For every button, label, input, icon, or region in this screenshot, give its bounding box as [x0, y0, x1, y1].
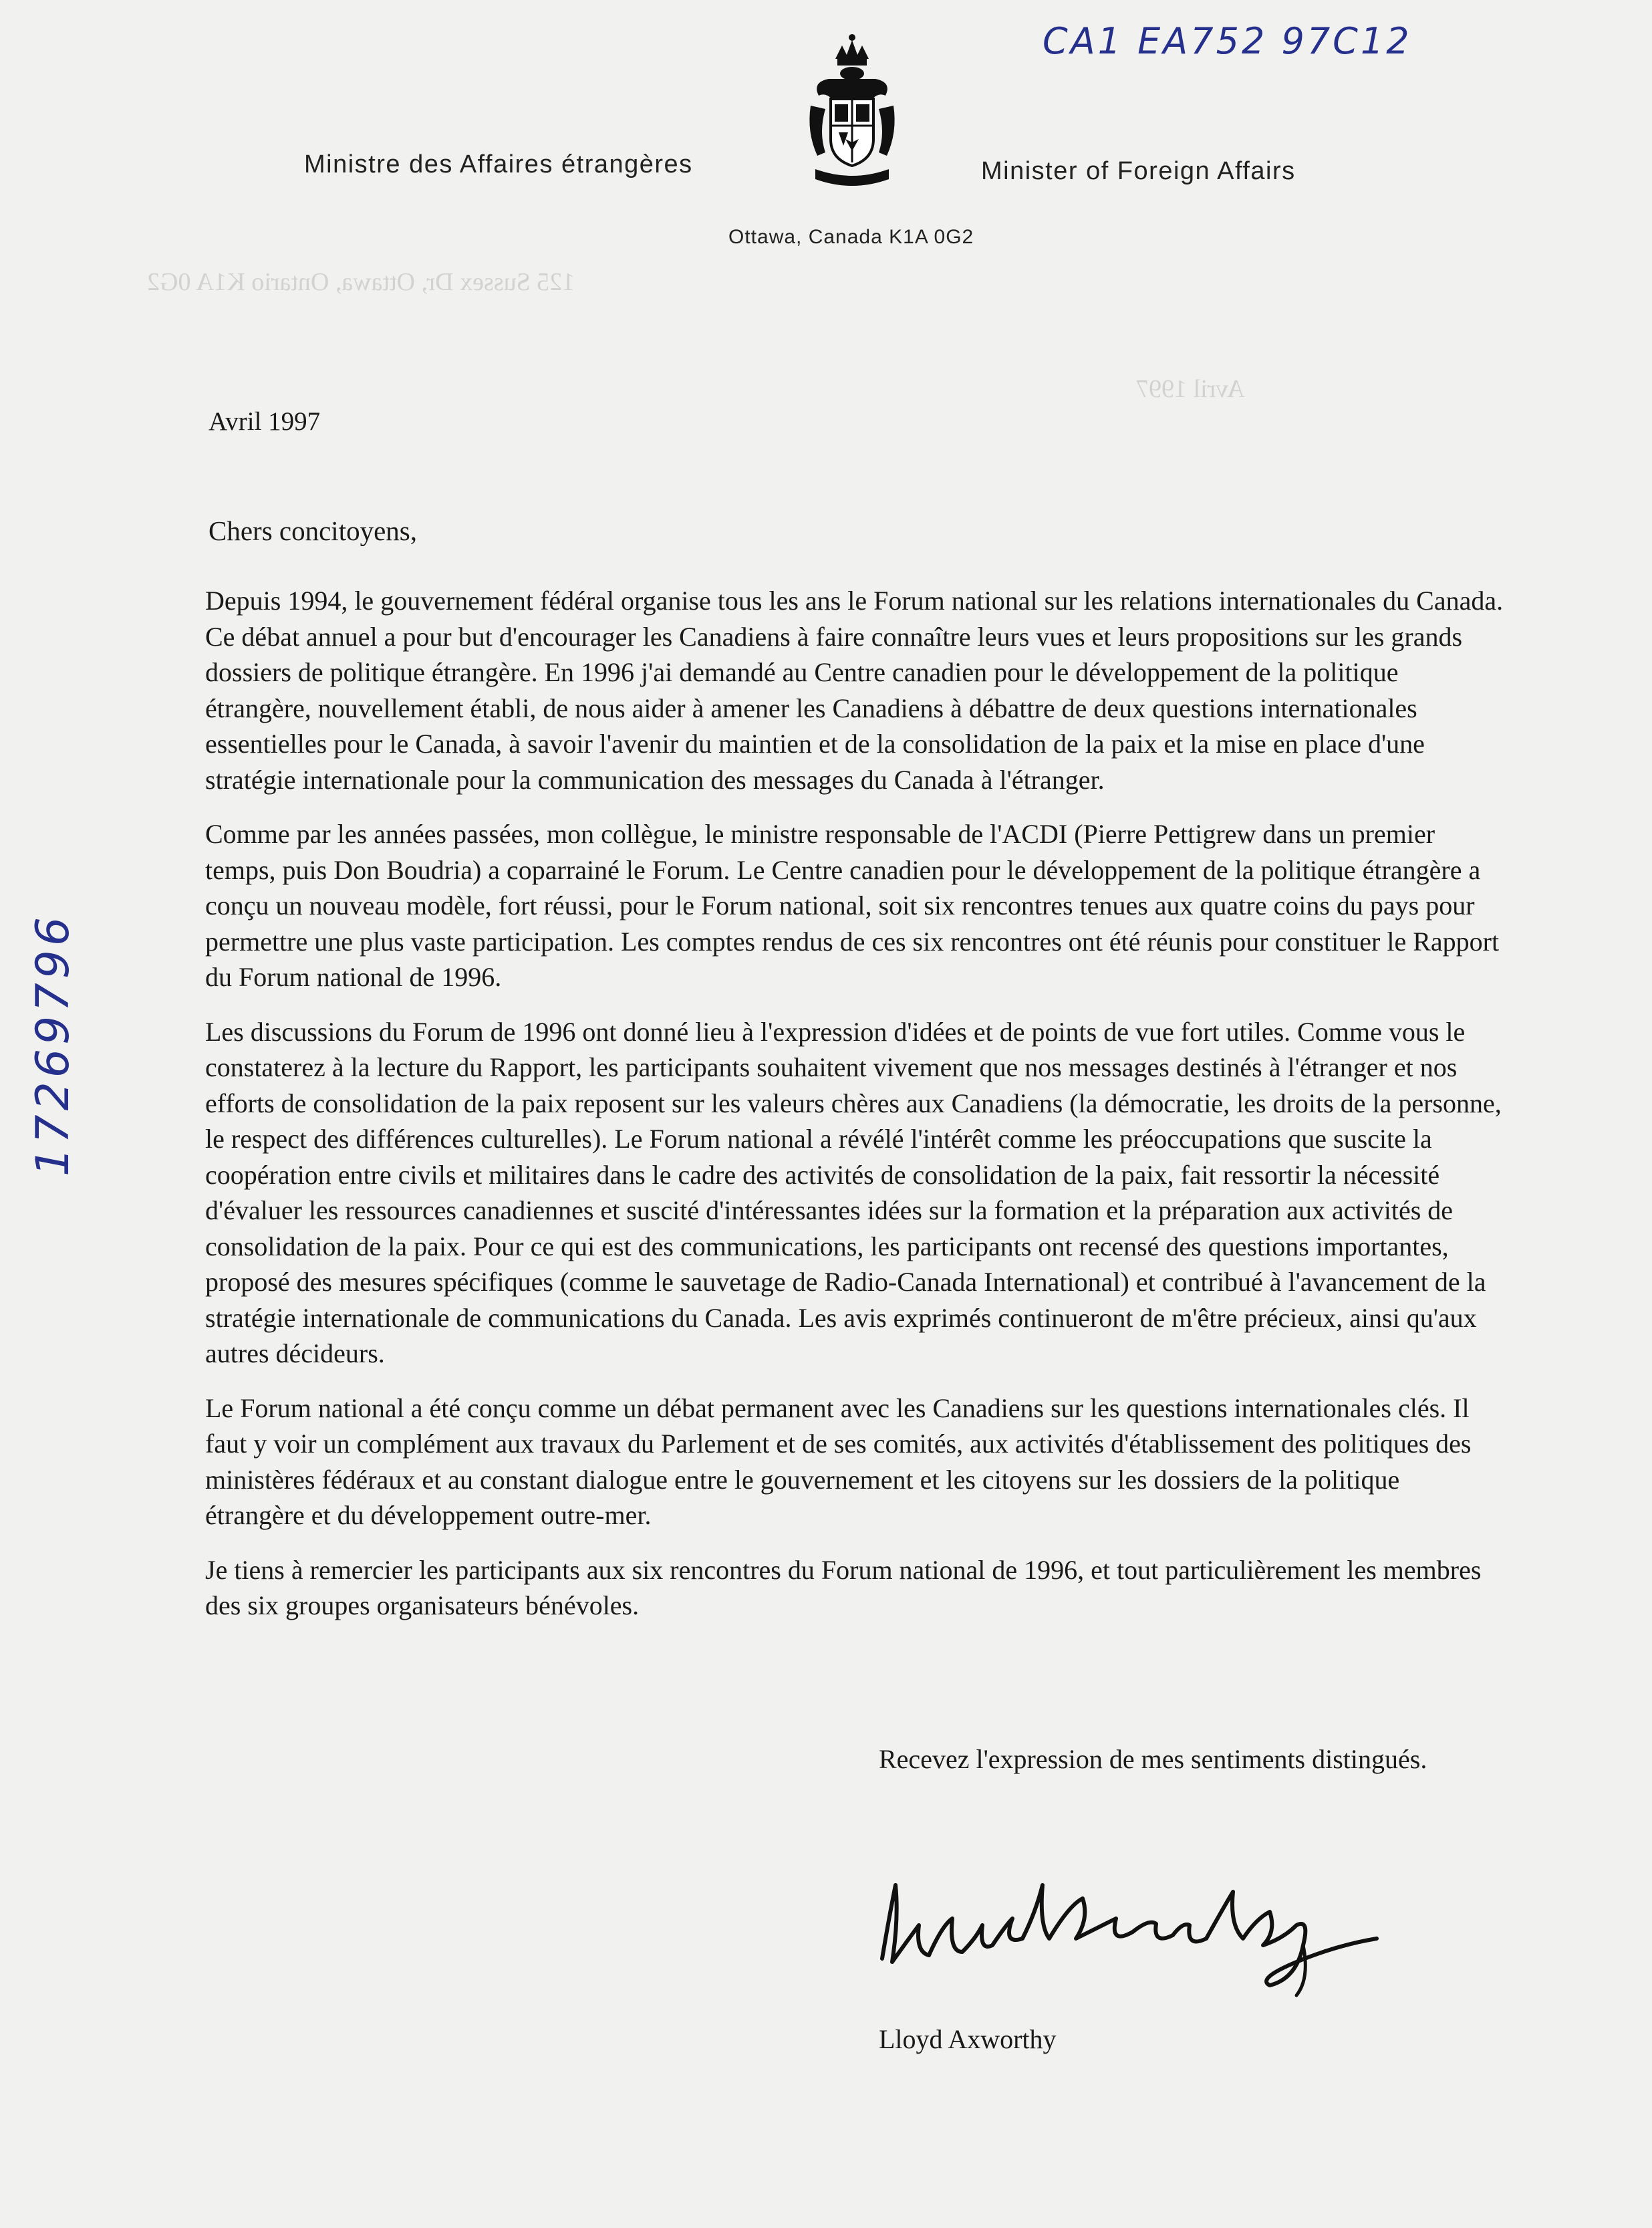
letter-date: Avril 1997: [209, 407, 321, 436]
bleed-through-text: Avril 1997: [1136, 375, 1245, 403]
letter-body: [205, 583, 1505, 1642]
salutation: Chers concitoyens,: [209, 515, 417, 546]
signer-name: Lloyd Axworthy: [879, 2024, 1057, 2054]
paragraph: Comme par les années passées, mon collègue, le ministre responsable de l'ACDI (Pierre Pettigrew dans un premier temps, puis Don Boudria) a coparrainé le Forum. Le Centre canadien pour le développement de la politique étrangère a conçu un nouveau modèle, fort réussi, pour le Forum national, soit six rencontres tenues aux quatre coins du pays pour permettre une plus vaste participation. Les comptes rendus de ces six rencontres ont été réunis pour constituer le Rapport du Forum national de 1996.: [205, 819, 1500, 992]
handwritten-signature: [869, 1845, 1403, 1999]
ministry-english: Minister of Foreign Affairs: [981, 157, 1296, 185]
letterhead-address: Ottawa, Canada K1A 0G2: [728, 226, 974, 248]
paragraph: Depuis 1994, le gouvernement fédéral organise tous les ans le Forum national sur les relations internationales du Canada. Ce débat annuel a pour but d'encourager les Canadiens à faire connaître leurs vues et leurs propositions sur les grands dossiers de politique étrangère. En 1996 j'ai demandé au Centre canadien pour le développement de la politique étrangère, nouvellement établi, de nous aider à amener les Canadiens à débattre de deux questions internationales essentielles pour le Canada, à savoir l'avenir du maintien et de la consolidation de la paix et la mise en place d'une stratégie internationale pour la communication des messages du Canada à l'étranger.: [205, 586, 1504, 795]
closing-line: Recevez l'expression de mes sentiments distingués.: [879, 1744, 1427, 1774]
archive-reference: CA1 EA752 97C12: [1043, 20, 1412, 62]
ministry-french: Ministre des Affaires étrangères: [304, 150, 693, 178]
paragraph: Le Forum national a été conçu comme un débat permanent avec les Canadiens sur les questions internationales clés. Il faut y voir un complément aux travaux du Parlement et de ses comités, aux activités d'établissement des politiques des ministères fédéraux et au constant dialogue entre le gouvernement et les citoyens sur les dossiers de la politique étrangère et du développement outre-mer.: [205, 1392, 1472, 1530]
coat-of-arms-icon: [805, 32, 899, 193]
paragraph: Les discussions du Forum de 1996 ont donné lieu à l'expression d'idées et de points de vue fort utiles. Comme vous le constaterez à la lecture du Rapport, les participants souhaitent vivement que nos messages destinés à l'étranger et nos efforts de consolidation de la paix reposent sur les valeurs chères aux Canadiens (la démocratie, les droits de la personne, le respect des différences culturelles). Le Forum national a révélé l'intérêt comme les préoccupations que suscite la coopération entre civils et militaires dans le cadre des activités de consolidation de la paix, fait ressortir la nécessité d'évaluer les ressources canadiennes et suscité d'intéressantes idées sur la formation et la préparation aux activités de consolidation de la paix. Pour ce qui est des communications, les participants ont recensé des questions importantes, proposé des mesures spécifiques (comme le sauvetage de Radio-Canada International) et contribué à l'avancement de la stratégie internationale de communications du Canada. Les avis exprimés continueront de m'être précieux, ainsi qu'aux autres décideurs.: [205, 1016, 1502, 1368]
bleed-through-text: 125 Sussex Dr, Ottawa, Ontario K1A 0G2: [147, 268, 575, 296]
paragraph: Je tiens à remercier les participants aux six rencontres du Forum national de 1996, et tout particulièrement les membres des six groupes organisateurs bénévoles.: [205, 1554, 1482, 1620]
side-handwritten-number: 17269796: [27, 912, 80, 1177]
